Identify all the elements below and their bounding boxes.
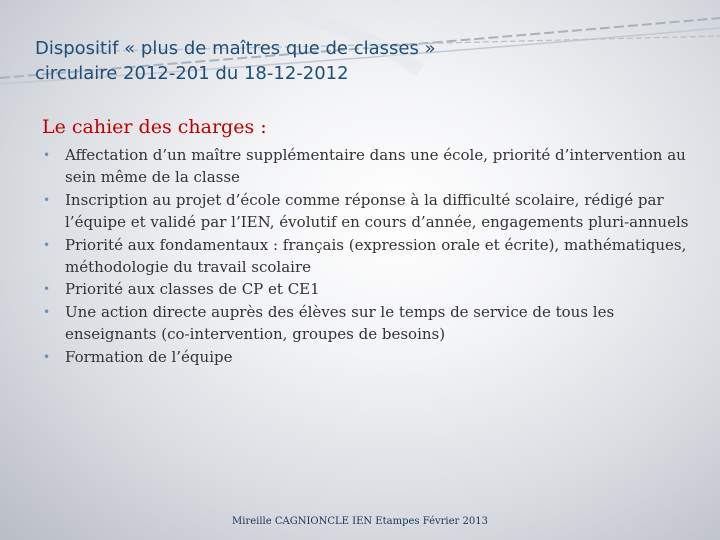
- title-line-2: circulaire 2012-201 du 18-12-2012: [35, 63, 349, 84]
- list-item: [42, 189, 692, 234]
- bullet-icon: •: [43, 148, 51, 162]
- list-item-text: Inscription au projet d’école comme réponse à la difficulté scolaire, rédigé par l’équipe et validé par l’IEN, évolutif en cours d’année, engagements pluri-annuels: [65, 190, 689, 232]
- slide-title: [35, 36, 675, 86]
- bullet-icon: •: [43, 192, 51, 207]
- slide-footer: Mireille CAGNIONCLE IEN Etampes Février 2013: [232, 516, 488, 527]
- list-item: [42, 278, 692, 300]
- bullet-icon: •: [43, 237, 51, 252]
- list-item-text: Formation de l’équipe: [65, 347, 233, 366]
- bullet-icon: •: [43, 282, 51, 297]
- title-line-1: Dispositif « plus de maîtres que de classes »: [35, 38, 436, 59]
- list-item: [42, 234, 692, 279]
- list-item: [42, 144, 692, 189]
- list-item-text: Priorité aux fondamentaux : français (expression orale et écrite), mathématiques, méthodologie du travail scolaire: [65, 235, 687, 277]
- list-item: [42, 301, 692, 346]
- list-item: [42, 346, 692, 368]
- bullet-list: [42, 144, 692, 368]
- bullet-icon: •: [43, 304, 51, 319]
- bullet-icon: •: [43, 349, 51, 364]
- list-item-text: Une action directe auprès des élèves sur le temps de service de tous les enseignants (co-intervention, groupes de besoins): [65, 302, 615, 344]
- list-item-text: Affectation d’un maître supplémentaire dans une école, priorité d’intervention au sein même de la classe: [65, 146, 686, 187]
- list-item-text: Priorité aux classes de CP et CE1: [65, 280, 320, 299]
- section-heading: Le cahier des charges :: [42, 116, 267, 138]
